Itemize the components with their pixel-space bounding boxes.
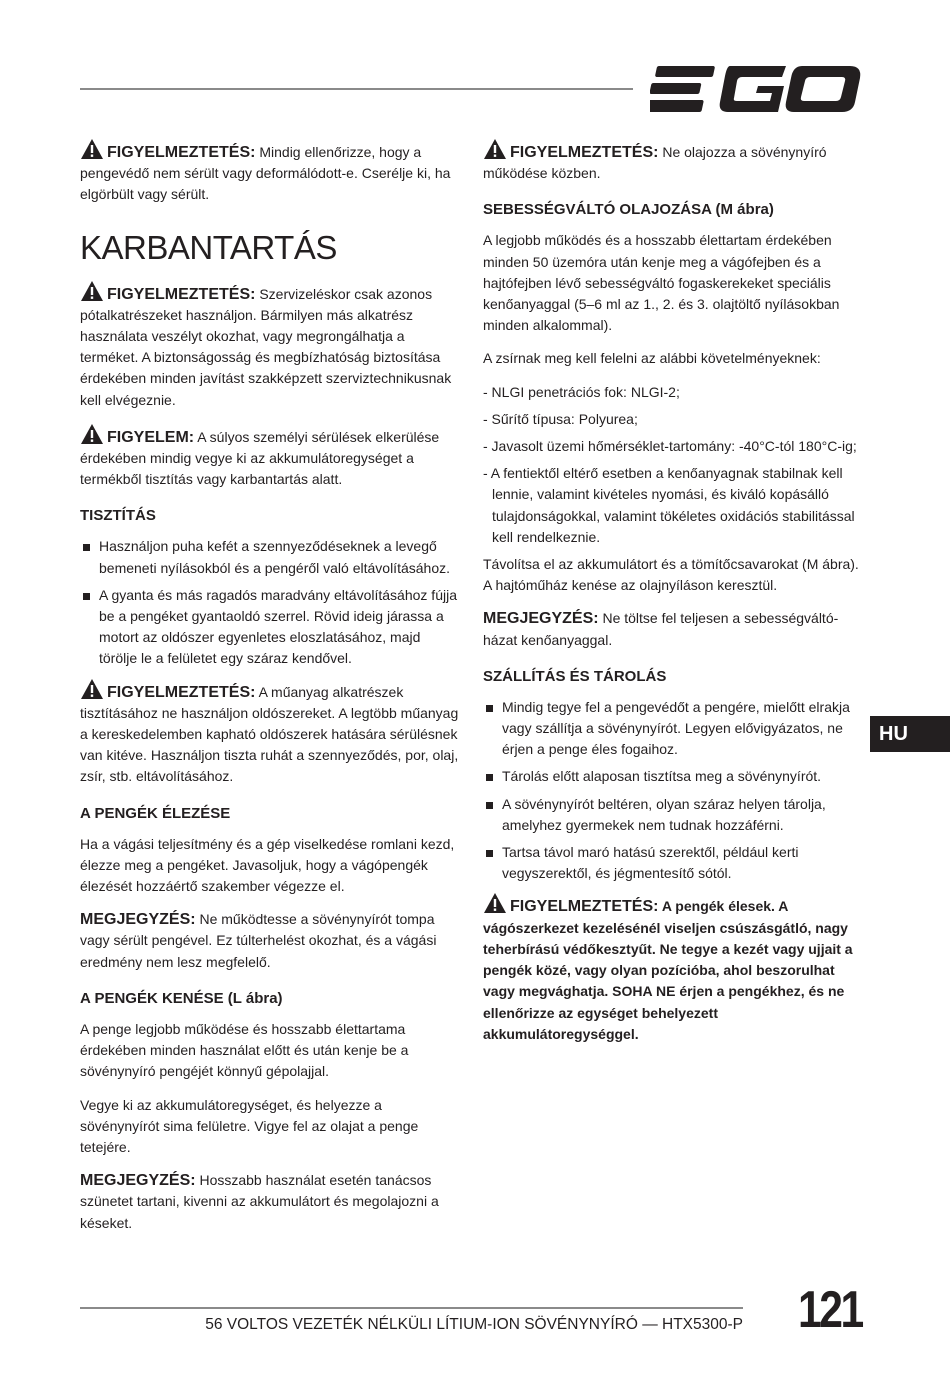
remove-battery-text: Távolítsa el az akkumulátort és a tömítőcsavarokat (M ábra). A hajtóműház kenése az olajnyíláson keresztül. xyxy=(483,556,859,594)
footer-product-title: 56 VOLTOS VEZETÉK NÉLKÜLI LÍTIUM-ION SÖVÉNYNYÍRÓ — HTX5300-P xyxy=(205,1316,743,1333)
note-text: Ne töltse fel teljesen a sebességváltó-házat kenőanyaggal. xyxy=(483,610,839,648)
caution-remove-battery xyxy=(80,423,460,491)
warning-text: A műanyag alkatrészek tisztításához ne használjon oldószereket. A legtöbb műanyag a kereskedelemben kapható oldószerek hatására sérülésnek van kitéve. Használjon tiszta ruhát a szennyeződés, por, olaj, zsír, stb. eltávolításához. xyxy=(80,683,459,785)
note-label: MEGJEGYZÉS: xyxy=(80,1172,196,1190)
lubrication-text-1: A penge legjobb működése és hosszabb élettartama érdekében minden használat előtt és után kenje be a sövénynyíró pengéjét könnyű gépolajjal. xyxy=(80,1020,409,1080)
list-item: Használjon puha kefét a szennyeződéseknek a levegő bemeneti nyílásokból és a pengéről való eltávolításához. xyxy=(80,536,460,578)
list-item: - Sűrítő típusa: Polyurea; xyxy=(483,410,638,427)
gearbox-text: A legjobb működés és a hosszabb élettartam érdekében minden 50 üzemóra után kenje meg a vágófejben és a hajtófejben lévő sebességváltó fogaskerekeket speciális kenőanyaggal (5–6 ml az 1., 2. és 3. olajtöltő nyílásokban minden alkalommal). xyxy=(483,232,840,334)
warning-label: FIGYELMEZTETÉS: xyxy=(510,898,659,916)
ego-logo xyxy=(650,62,862,116)
page-number: 121 xyxy=(798,1281,862,1339)
sharpening-heading: A PENGÉK ÉLEZÉSE xyxy=(80,804,231,822)
warning-triangle-icon xyxy=(483,892,507,914)
warning-label: FIGYELMEZTETÉS: xyxy=(107,144,256,161)
right-column xyxy=(483,138,863,1057)
list-item: Mindig tegye fel a pengevédőt a pengére, mielőtt elrakja vagy szállítja a sövénynyírót. Legyen elővigyázatos, ne érjen a penge éles fogaihoz. xyxy=(483,697,863,761)
left-column xyxy=(80,138,460,1246)
list-item: - A fentiektől eltérő esetben a kenőanyagnak stabilnak kell lennie, valamint kivételes nyomási, és kiváló kopásálló tulajdonságokkal, valamint tökéletes oxidációs stabilitással kell rendelkeznie. xyxy=(483,465,855,545)
warning-label: FIGYELMEZTETÉS: xyxy=(510,144,659,161)
section-title: KARBANTARTÁS xyxy=(80,228,337,266)
warning-blade-guard xyxy=(80,138,460,206)
cleaning-list xyxy=(80,536,460,669)
grease-requirements xyxy=(483,382,863,548)
warning-text: Mindig ellenőrizze, hogy a pengevédő nem sérült vagy deformálódott-e. Cserélje ki, ha elgörbült vagy sérült. xyxy=(80,144,451,203)
warning-no-oil-running xyxy=(483,138,863,184)
header-rule xyxy=(80,88,633,90)
warning-text: A pengék élesek. A vágószerkezet kezelésénél viseljen csúszásgátló, nagy teherbírású védőkesztyűt. Ne tegye a kezét vagy ujjait a pengék közé, vagy olyan pozícióba, ahol beszorulhat vagy megvághatja. SOHA NE érjen a pengékhez, és ne ellenőrizze az egységet behelyezett akkumulátoregységgel. xyxy=(483,898,853,1042)
warning-triangle-icon xyxy=(80,423,104,445)
storage-list xyxy=(483,697,863,885)
list-item: - Javasolt üzemi hőmérséklet-tartomány: -40°C-tól 180°C-ig; xyxy=(483,438,857,455)
warning-triangle-icon xyxy=(80,280,104,302)
warning-solvents xyxy=(80,678,460,788)
footer-rule xyxy=(80,1307,743,1309)
warning-label: FIGYELMEZTETÉS: xyxy=(107,285,256,303)
gearbox-heading: SEBESSÉGVÁLTÓ OLAJOZÁSA (M ábra) xyxy=(483,201,774,219)
cleaning-heading: TISZTÍTÁS xyxy=(80,507,156,525)
warning-label: FIGYELMEZTETÉS: xyxy=(107,683,256,701)
warning-text: Szervizeléskor csak azonos pótalkatrészeket használjon. Bármilyen más alkatrész használata veszélyt okozhat, vagy megrongálhatja a terméket. A biztonságosság és megbízhatóság biztosítása érdekében minden javítást szakképzett szerviztechnikusnak kell elvégeznie. xyxy=(80,285,452,408)
note-text: Hosszabb használat esetén tanácsos szünetet tartani, kivenni az akkumulátort és megolajozni a késeket. xyxy=(80,1172,439,1231)
caution-label: FIGYELEM: xyxy=(107,428,195,446)
language-tab: HU xyxy=(870,716,950,752)
list-item: - NLGI penetrációs fok: NLGI-2; xyxy=(483,383,680,400)
caution-text: A súlyos személyi sérülések elkerülése érdekében mindig vegye ki az akkumulátoregységet a termékből tisztítás vagy karbantartás alatt. xyxy=(80,428,440,488)
storage-heading: SZÁLLÍTÁS ÉS TÁROLÁS xyxy=(483,667,667,685)
note-text: Ne működtesse a sövénynyírót tompa vagy sérült pengével. Ez túlterhelést okozhat, és a vágási eredmény nem lesz megfelelő. xyxy=(80,911,437,970)
grease-intro: A zsírnak meg kell felelni az alábbi követelményeknek: xyxy=(483,350,821,367)
lubrication-text-2: Vegye ki az akkumulátoregységet, és helyezze a sövénynyírót sima felületre. Vigye fel az olajat a penge tetejére. xyxy=(80,1096,419,1155)
warning-spare-parts xyxy=(80,280,460,411)
list-item: A sövénynyírót beltéren, olyan száraz helyen tárolja, amelyhez gyermekek nem tudnak hozzáférni. xyxy=(483,794,863,836)
warning-triangle-icon xyxy=(483,138,507,160)
note-long-use xyxy=(80,1170,460,1234)
note-dull-blade xyxy=(80,909,460,973)
list-item: Tárolás előtt alaposan tisztítsa meg a sövénynyírót. xyxy=(483,766,863,787)
note-label: MEGJEGYZÉS: xyxy=(80,911,196,929)
warning-triangle-icon xyxy=(80,678,104,700)
sharpening-text: Ha a vágási teljesítmény és a gép viselkedése romlani kezd, élezze meg a pengéket. Javasoljuk, hogy a vágópengék élezését hozzáértő szakember végezze el. xyxy=(80,835,455,895)
list-item: Tartsa távol maró hatású szerektől, például kerti vegyszerektől, és jégmentesítő sótól. xyxy=(483,842,863,884)
warning-sharp-blades xyxy=(483,892,863,1044)
list-item: A gyanta és más ragadós maradvány eltávolításához fújja be a pengéket gyantaoldó szerrel. Rövid ideig járassa a motort az oldószer egyenletes eloszlatásához, majd törölje le a felületet egy száraz kendővel. xyxy=(80,585,460,670)
warning-triangle-icon xyxy=(80,138,104,160)
note-overfill xyxy=(483,608,863,650)
lubrication-heading: A PENGÉK KENÉSE (L ábra) xyxy=(80,989,283,1007)
warning-text: Ne olajozza a sövénynyíró működése közben. xyxy=(483,144,827,182)
note-label: MEGJEGYZÉS: xyxy=(483,610,599,628)
